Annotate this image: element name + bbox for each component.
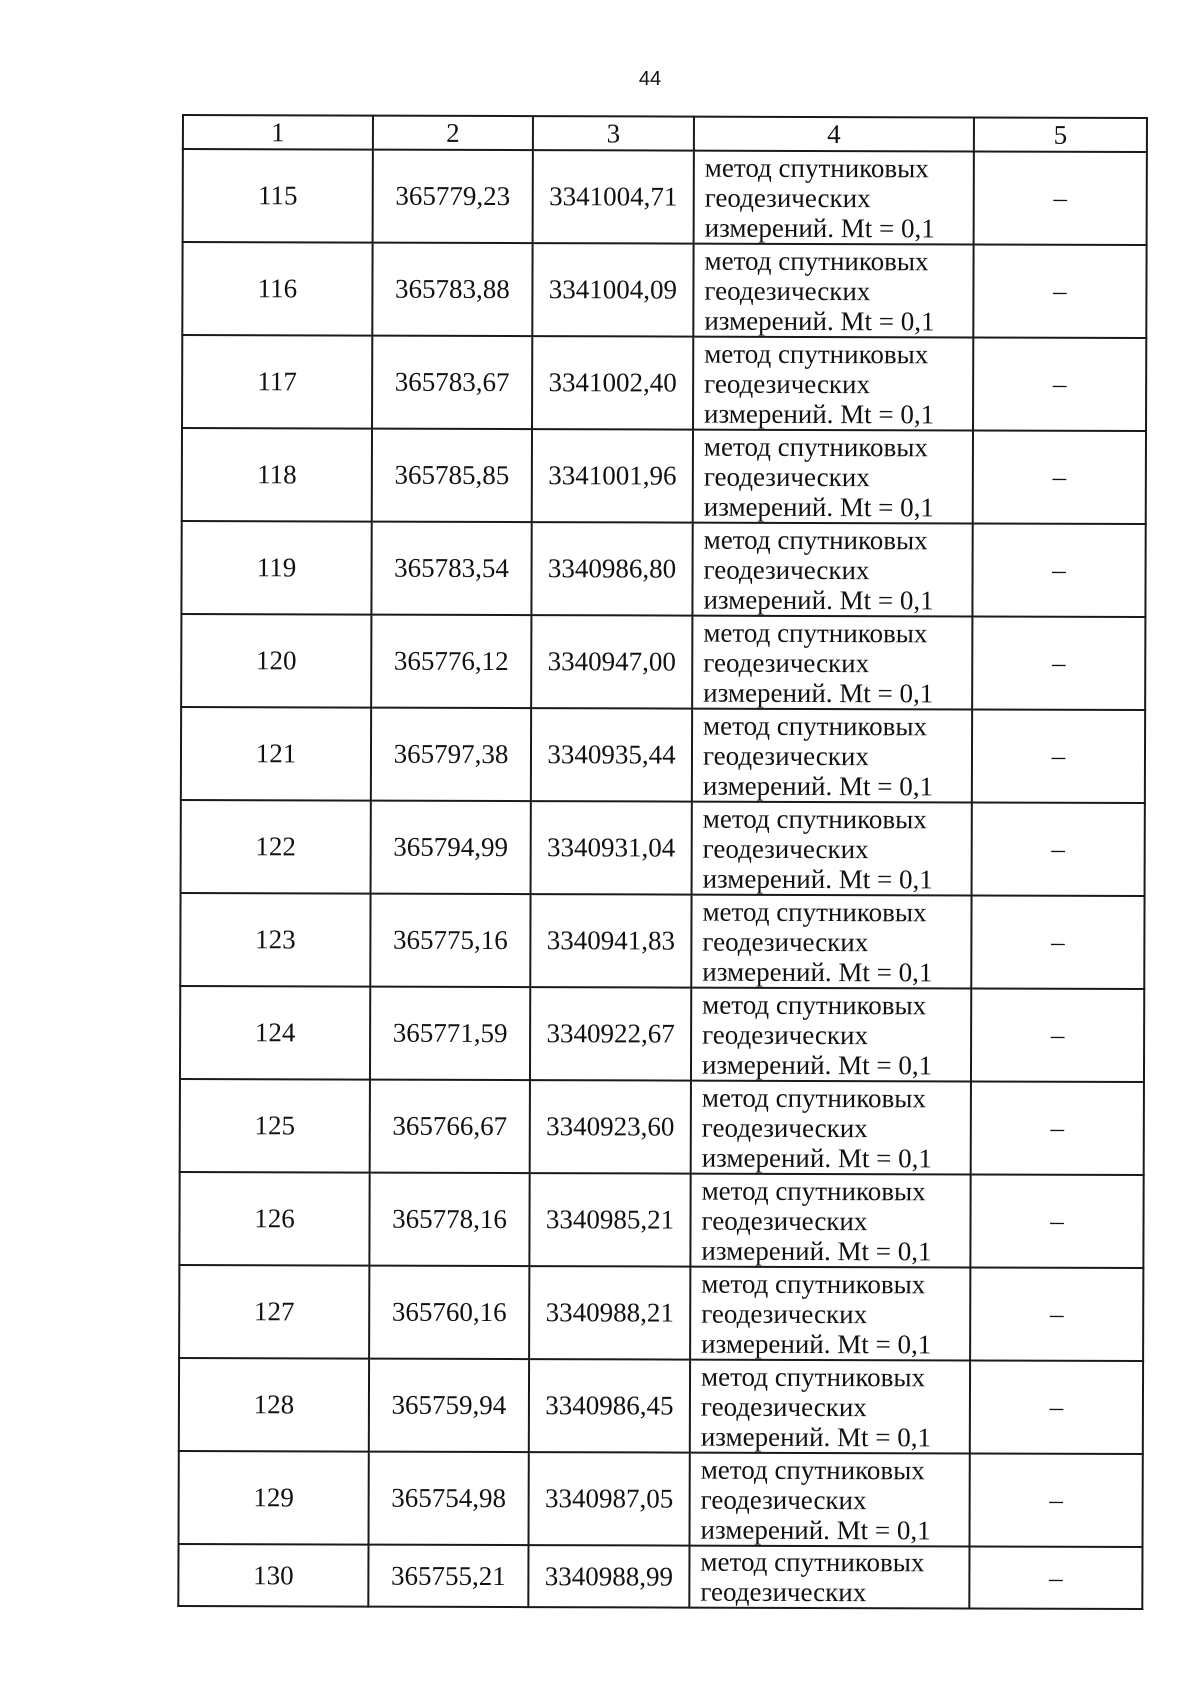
- note-cell: –: [969, 1546, 1142, 1609]
- method-line: измерений. Mt = 0,1: [704, 398, 935, 429]
- note-cell: –: [973, 337, 1146, 431]
- table-row: [179, 1358, 1143, 1454]
- x-coordinate-cell: 365776,12: [371, 615, 531, 709]
- table-row: [181, 521, 1145, 617]
- x-coordinate-cell: 365783,54: [371, 522, 531, 616]
- table-body: [178, 149, 1147, 1609]
- method-line: метод спутниковых: [700, 1454, 925, 1485]
- method-line: измерений. Mt = 0,1: [700, 1514, 931, 1545]
- table-header: [183, 115, 1147, 152]
- table-row: [179, 1172, 1143, 1268]
- note-cell: –: [971, 1081, 1144, 1175]
- method-line: измерений. Mt = 0,1: [703, 584, 934, 615]
- note-cell: –: [971, 988, 1144, 1082]
- y-coordinate-cell: 3341004,71: [533, 150, 694, 244]
- method-line: метод спутниковых: [703, 617, 928, 648]
- x-coordinate-cell: 365785,85: [372, 429, 532, 523]
- method-line: измерений. Mt = 0,1: [702, 863, 933, 894]
- method-cell: [690, 1174, 970, 1268]
- method-cell: [691, 988, 971, 1082]
- point-number-cell: 125: [180, 1079, 370, 1173]
- point-number-cell: 126: [179, 1172, 369, 1266]
- method-line: измерений. Mt = 0,1: [701, 1049, 933, 1080]
- header-col-4: 4: [694, 117, 974, 152]
- y-coordinate-cell: 3341001,96: [532, 429, 693, 523]
- y-coordinate-cell: 3341002,40: [532, 336, 693, 430]
- method-line: геодезических: [704, 275, 871, 306]
- x-coordinate-cell: 365755,21: [368, 1545, 528, 1608]
- method-line: геодезических: [704, 182, 871, 213]
- method-line: метод спутниковых: [704, 245, 929, 276]
- point-number-cell: 116: [182, 242, 372, 336]
- y-coordinate-cell: 3340923,60: [530, 1080, 691, 1174]
- method-line: метод спутниковых: [703, 431, 929, 462]
- method-line: измерений. Mt = 0,1: [704, 305, 935, 336]
- method-line: геодезических: [701, 1112, 868, 1143]
- note-cell: –: [970, 1453, 1143, 1547]
- method-cell: [692, 709, 972, 803]
- table-row: [178, 1544, 1142, 1609]
- table-row: [182, 242, 1146, 338]
- point-number-cell: 128: [179, 1358, 369, 1452]
- x-coordinate-cell: 365766,67: [370, 1080, 530, 1174]
- x-coordinate-cell: 365759,94: [369, 1359, 529, 1453]
- method-line: метод спутниковых: [704, 338, 929, 369]
- method-line: метод спутниковых: [702, 989, 927, 1020]
- table-row: [179, 1451, 1143, 1547]
- note-cell: –: [973, 430, 1146, 524]
- note-cell: –: [970, 1360, 1143, 1454]
- table-row: [182, 335, 1146, 431]
- point-number-cell: 123: [180, 893, 370, 987]
- y-coordinate-cell: 3340986,80: [531, 522, 692, 616]
- point-number-cell: 122: [181, 800, 371, 894]
- x-coordinate-cell: 365783,88: [372, 243, 532, 337]
- table-row: [180, 1079, 1144, 1175]
- page-number: 44: [638, 68, 662, 90]
- point-number-cell: 115: [183, 149, 373, 243]
- method-line: метод спутниковых: [703, 524, 928, 555]
- table-row: [181, 800, 1145, 896]
- method-line: метод спутниковых: [700, 1546, 925, 1578]
- method-line: измерений. Mt = 0,1: [701, 1235, 932, 1266]
- y-coordinate-cell: 3340988,21: [529, 1266, 690, 1360]
- note-cell: –: [972, 802, 1145, 896]
- method-line: метод спутниковых: [703, 710, 928, 741]
- method-line: геодезических: [700, 1576, 867, 1608]
- method-cell: [690, 1453, 970, 1547]
- method-line: геодезических: [703, 461, 870, 492]
- point-number-cell: 121: [181, 707, 371, 801]
- method-line: метод спутниковых: [702, 803, 927, 834]
- y-coordinate-cell: 3340931,04: [531, 801, 692, 895]
- note-cell: –: [972, 616, 1145, 710]
- method-line: измерений. Mt = 0,1: [704, 212, 935, 243]
- method-line: геодезических: [701, 1205, 868, 1236]
- method-line: геодезических: [702, 740, 869, 771]
- table-row: [182, 428, 1146, 524]
- x-coordinate-cell: 365771,59: [370, 987, 530, 1081]
- method-line: геодезических: [700, 1484, 867, 1515]
- point-number-cell: 130: [178, 1544, 368, 1607]
- header-col-3: 3: [533, 116, 694, 151]
- method-cell: [689, 1546, 969, 1609]
- method-cell: [692, 802, 972, 896]
- table-row: [179, 1265, 1143, 1361]
- method-cell: [693, 430, 973, 524]
- method-line: геодезических: [701, 1298, 868, 1329]
- method-line: геодезических: [700, 1391, 867, 1422]
- y-coordinate-cell: 3340988,99: [528, 1545, 689, 1608]
- method-line: метод спутниковых: [701, 1268, 926, 1299]
- method-cell: [691, 1081, 971, 1175]
- note-cell: –: [970, 1267, 1143, 1361]
- point-number-cell: 119: [181, 521, 371, 615]
- y-coordinate-cell: 3340922,67: [530, 987, 691, 1081]
- y-coordinate-cell: 3340985,21: [529, 1173, 690, 1267]
- y-coordinate-cell: 3340947,00: [531, 615, 692, 709]
- method-line: измерений. Mt = 0,1: [701, 1142, 932, 1173]
- point-number-cell: 129: [179, 1451, 369, 1545]
- method-line: метод спутниковых: [701, 1175, 926, 1206]
- y-coordinate-cell: 3340986,45: [529, 1359, 690, 1453]
- note-cell: –: [971, 895, 1144, 989]
- header-col-2: 2: [373, 116, 533, 151]
- point-number-cell: 124: [180, 986, 370, 1080]
- method-cell: [693, 337, 973, 431]
- method-line: метод спутниковых: [702, 896, 927, 927]
- method-cell: [690, 1360, 970, 1454]
- point-number-cell: 120: [181, 614, 371, 708]
- method-line: измерений. Mt = 0,1: [700, 1421, 932, 1452]
- y-coordinate-cell: 3341004,09: [532, 243, 693, 337]
- note-cell: –: [972, 523, 1145, 617]
- point-number-cell: 118: [182, 428, 372, 522]
- header-row: [183, 115, 1147, 152]
- x-coordinate-cell: 365794,99: [371, 801, 531, 895]
- method-line: метод спутниковых: [704, 152, 929, 183]
- header-col-1: 1: [183, 115, 373, 150]
- x-coordinate-cell: 365778,16: [369, 1173, 529, 1267]
- table-row: [181, 614, 1145, 710]
- method-line: геодезических: [704, 368, 871, 399]
- method-cell: [692, 616, 972, 710]
- x-coordinate-cell: 365775,16: [370, 894, 530, 988]
- method-cell: [691, 895, 971, 989]
- method-line: геодезических: [703, 554, 870, 585]
- method-line: измерений. Mt = 0,1: [701, 1328, 932, 1359]
- method-cell: [694, 151, 974, 245]
- method-line: измерений. Mt = 0,1: [703, 491, 934, 522]
- method-cell: [692, 523, 972, 617]
- x-coordinate-cell: 365779,23: [373, 150, 533, 244]
- y-coordinate-cell: 3340987,05: [529, 1452, 690, 1546]
- note-cell: –: [970, 1174, 1143, 1268]
- y-coordinate-cell: 3340935,44: [531, 708, 692, 802]
- table-row: [183, 149, 1147, 245]
- method-line: геодезических: [702, 833, 869, 864]
- method-line: геодезических: [703, 647, 870, 678]
- method-cell: [693, 244, 973, 338]
- table-row: [181, 707, 1145, 803]
- point-number-cell: 117: [182, 335, 372, 429]
- x-coordinate-cell: 365783,67: [372, 336, 532, 430]
- x-coordinate-cell: 365797,38: [371, 708, 531, 802]
- note-cell: –: [974, 151, 1147, 245]
- x-coordinate-cell: 365754,98: [369, 1452, 529, 1546]
- method-line: геодезических: [702, 1019, 869, 1050]
- note-cell: –: [973, 244, 1146, 338]
- method-line: измерений. Mt = 0,1: [703, 677, 934, 708]
- table-row: [180, 986, 1144, 1082]
- method-line: метод спутниковых: [701, 1082, 926, 1113]
- point-number-cell: 127: [179, 1265, 369, 1359]
- note-cell: –: [972, 709, 1145, 803]
- method-cell: [690, 1267, 970, 1361]
- table-row: [180, 893, 1144, 989]
- method-line: измерений. Mt = 0,1: [702, 956, 933, 987]
- method-line: измерений. Mt = 0,1: [702, 770, 934, 801]
- y-coordinate-cell: 3340941,83: [530, 894, 691, 988]
- method-line: геодезических: [702, 926, 869, 957]
- x-coordinate-cell: 365760,16: [369, 1266, 529, 1360]
- coordinates-table: [177, 114, 1148, 1610]
- method-line: метод спутниковых: [700, 1361, 926, 1392]
- header-col-5: 5: [974, 117, 1147, 152]
